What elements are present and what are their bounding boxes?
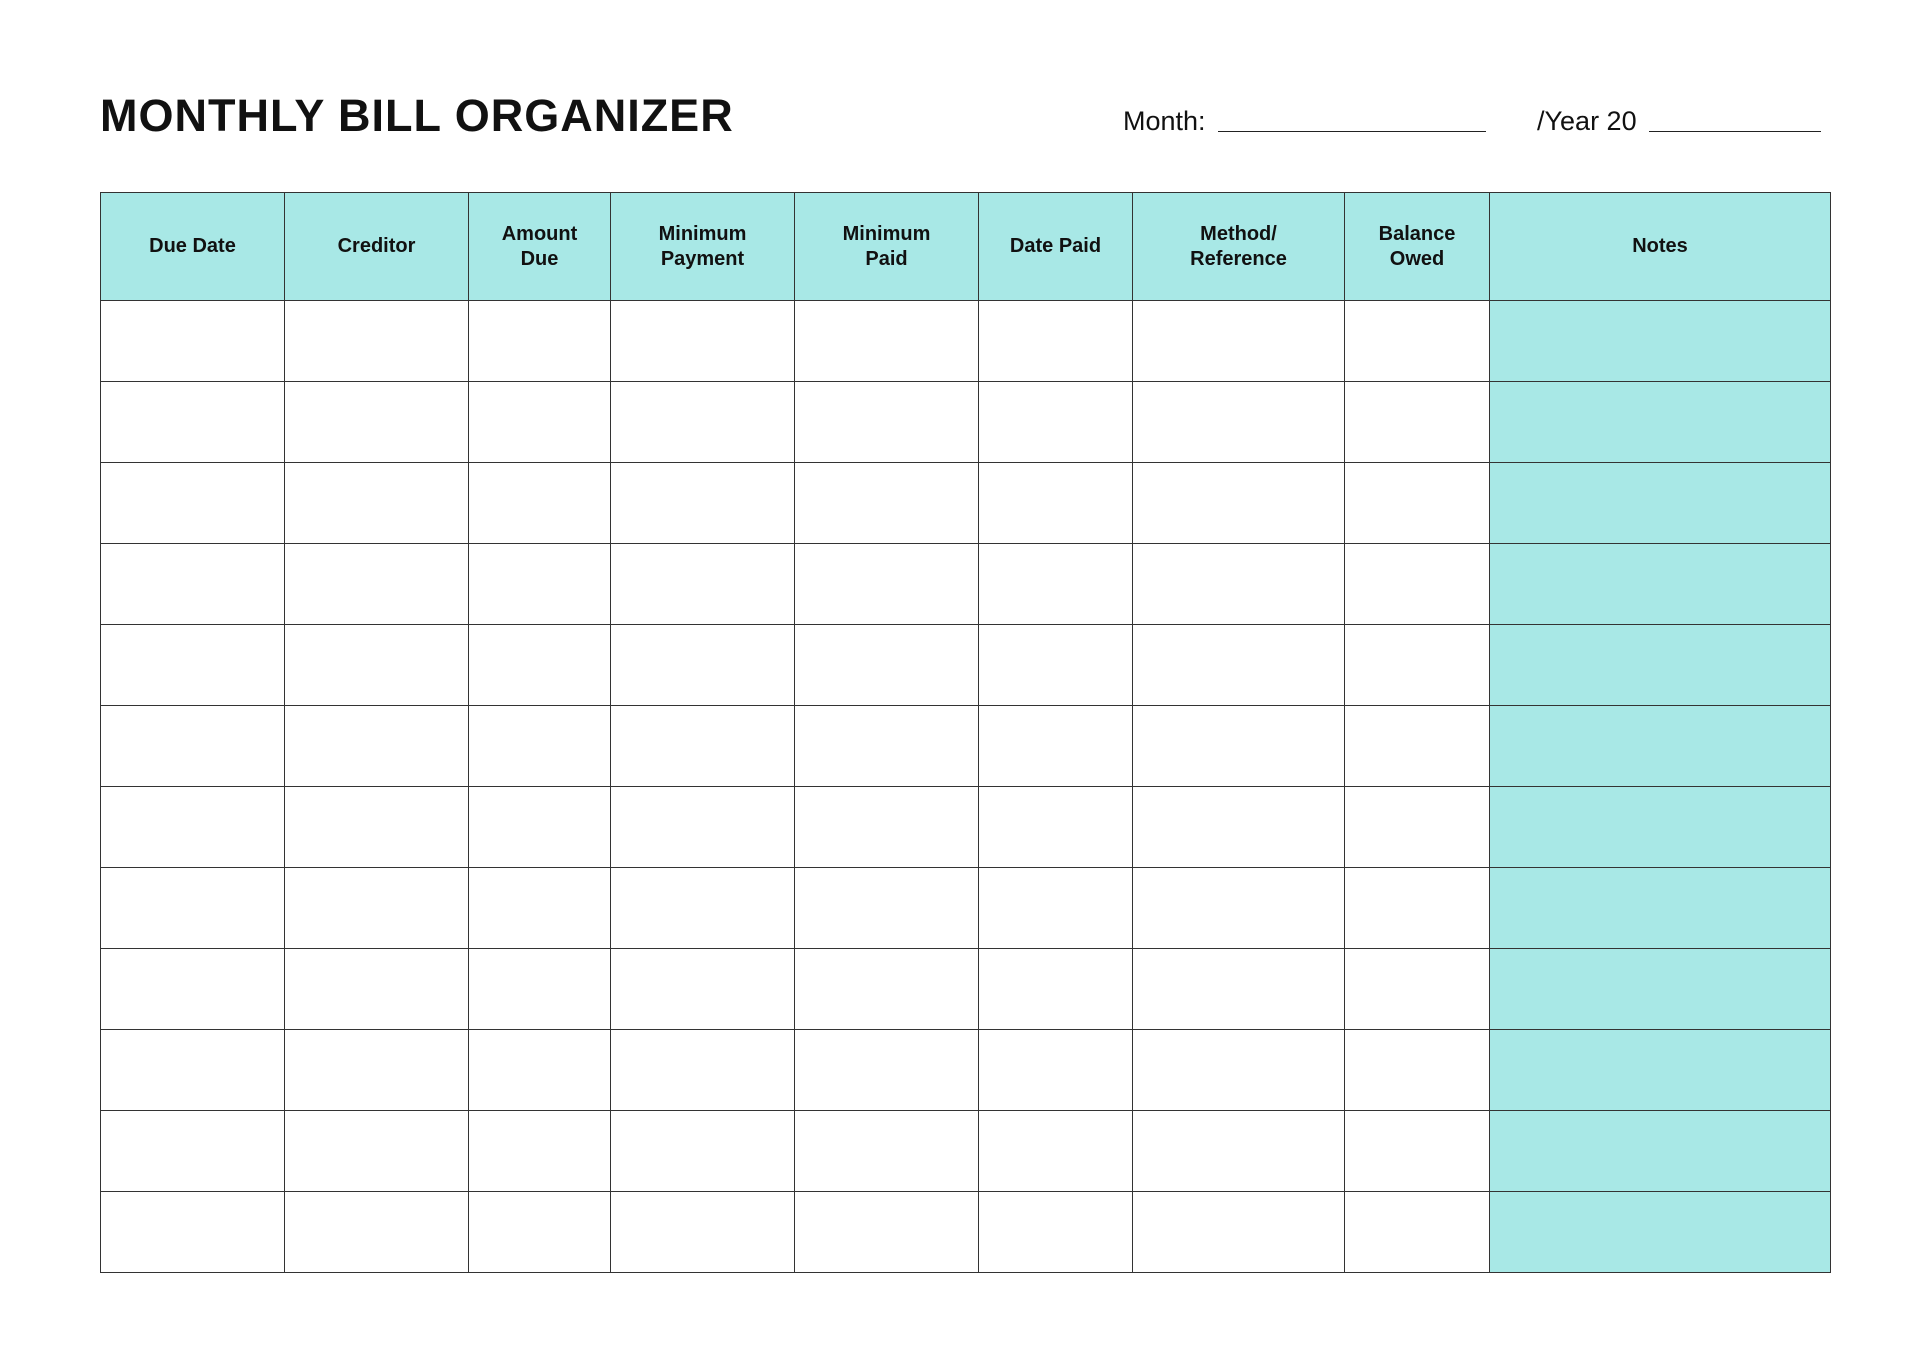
method-reference-cell[interactable] (1133, 1192, 1345, 1273)
balance-owed-cell[interactable] (1345, 463, 1490, 544)
minimum-payment-cell[interactable] (611, 544, 795, 625)
balance-owed-cell[interactable] (1345, 382, 1490, 463)
balance-owed-cell[interactable] (1345, 1030, 1490, 1111)
date-paid-cell[interactable] (979, 544, 1133, 625)
notes-cell[interactable] (1490, 949, 1831, 1030)
date-paid-cell[interactable] (979, 787, 1133, 868)
minimum-payment-cell[interactable] (611, 625, 795, 706)
date-paid-cell[interactable] (979, 1111, 1133, 1192)
method-reference-cell[interactable] (1133, 1030, 1345, 1111)
balance-owed-cell[interactable] (1345, 868, 1490, 949)
due-date-cell[interactable] (101, 301, 285, 382)
minimum-paid-cell[interactable] (795, 868, 979, 949)
amount-due-cell[interactable] (469, 382, 611, 463)
amount-due-cell[interactable] (469, 949, 611, 1030)
method-reference-cell[interactable] (1133, 463, 1345, 544)
creditor-cell[interactable] (285, 382, 469, 463)
due-date-cell[interactable] (101, 868, 285, 949)
minimum-payment-cell[interactable] (611, 301, 795, 382)
balance-owed-cell[interactable] (1345, 1111, 1490, 1192)
amount-due-cell[interactable] (469, 787, 611, 868)
amount-due-cell[interactable] (469, 1030, 611, 1111)
minimum-paid-cell[interactable] (795, 544, 979, 625)
minimum-paid-cell[interactable] (795, 1111, 979, 1192)
minimum-payment-cell[interactable] (611, 1111, 795, 1192)
table-row (101, 463, 1831, 544)
header-row (101, 193, 1831, 301)
year-label: /Year 20 (1537, 106, 1637, 136)
col-header-creditor: Creditor (285, 193, 469, 301)
year-blank-line[interactable] (1649, 130, 1821, 132)
table-row (101, 1030, 1831, 1111)
table-row (101, 868, 1831, 949)
month-label: Month: (1123, 106, 1206, 136)
amount-due-cell[interactable] (469, 625, 611, 706)
notes-cell[interactable] (1490, 1111, 1831, 1192)
minimum-paid-cell[interactable] (795, 706, 979, 787)
table-row (101, 706, 1831, 787)
method-reference-cell[interactable] (1133, 544, 1345, 625)
minimum-paid-cell[interactable] (795, 382, 979, 463)
balance-owed-cell[interactable] (1345, 949, 1490, 1030)
minimum-paid-cell[interactable] (795, 1192, 979, 1273)
month-blank-line[interactable] (1218, 130, 1486, 132)
notes-cell[interactable] (1490, 301, 1831, 382)
table-row (101, 1111, 1831, 1192)
col-header-method-reference: Method/ Reference (1133, 193, 1345, 301)
minimum-paid-cell[interactable] (795, 463, 979, 544)
page-title: MONTHLY BILL ORGANIZER (100, 90, 734, 141)
table-row (101, 787, 1831, 868)
method-reference-cell[interactable] (1133, 949, 1345, 1030)
minimum-paid-cell[interactable] (795, 625, 979, 706)
due-date-cell[interactable] (101, 544, 285, 625)
table-row (101, 1192, 1831, 1273)
notes-cell[interactable] (1490, 868, 1831, 949)
creditor-cell[interactable] (285, 949, 469, 1030)
col-header-notes: Notes (1490, 193, 1831, 301)
date-paid-cell[interactable] (979, 463, 1133, 544)
method-reference-cell[interactable] (1133, 625, 1345, 706)
amount-due-cell[interactable] (469, 544, 611, 625)
year-field[interactable] (1537, 104, 1821, 138)
method-reference-cell[interactable] (1133, 787, 1345, 868)
due-date-cell[interactable] (101, 706, 285, 787)
amount-due-cell[interactable] (469, 463, 611, 544)
balance-owed-cell[interactable] (1345, 1192, 1490, 1273)
due-date-cell[interactable] (101, 787, 285, 868)
method-reference-cell[interactable] (1133, 382, 1345, 463)
notes-cell[interactable] (1490, 1192, 1831, 1273)
due-date-cell[interactable] (101, 463, 285, 544)
date-paid-cell[interactable] (979, 1192, 1133, 1273)
creditor-cell[interactable] (285, 1030, 469, 1111)
notes-cell[interactable] (1490, 382, 1831, 463)
amount-due-cell[interactable] (469, 1111, 611, 1192)
month-field[interactable] (1123, 104, 1486, 138)
amount-due-cell[interactable] (469, 301, 611, 382)
notes-cell[interactable] (1490, 625, 1831, 706)
method-reference-cell[interactable] (1133, 706, 1345, 787)
minimum-payment-cell[interactable] (611, 463, 795, 544)
minimum-paid-cell[interactable] (795, 301, 979, 382)
minimum-payment-cell[interactable] (611, 706, 795, 787)
date-paid-cell[interactable] (979, 382, 1133, 463)
col-header-minimum-payment: Minimum Payment (611, 193, 795, 301)
due-date-cell[interactable] (101, 1192, 285, 1273)
amount-due-cell[interactable] (469, 868, 611, 949)
due-date-cell[interactable] (101, 625, 285, 706)
creditor-cell[interactable] (285, 706, 469, 787)
due-date-cell[interactable] (101, 382, 285, 463)
col-header-balance-owed: Balance Owed (1345, 193, 1490, 301)
col-header-date-paid: Date Paid (979, 193, 1133, 301)
notes-cell[interactable] (1490, 463, 1831, 544)
minimum-paid-cell[interactable] (795, 787, 979, 868)
method-reference-cell[interactable] (1133, 868, 1345, 949)
date-paid-cell[interactable] (979, 706, 1133, 787)
col-header-minimum-paid: Minimum Paid (795, 193, 979, 301)
balance-owed-cell[interactable] (1345, 625, 1490, 706)
date-paid-cell[interactable] (979, 868, 1133, 949)
table-row (101, 544, 1831, 625)
minimum-payment-cell[interactable] (611, 868, 795, 949)
due-date-cell[interactable] (101, 1111, 285, 1192)
minimum-payment-cell[interactable] (611, 787, 795, 868)
amount-due-cell[interactable] (469, 1192, 611, 1273)
creditor-cell[interactable] (285, 625, 469, 706)
table-body (101, 301, 1831, 1273)
table-row (101, 625, 1831, 706)
bill-table (100, 192, 1831, 1273)
col-header-amount-due: Amount Due (469, 193, 611, 301)
date-paid-cell[interactable] (979, 949, 1133, 1030)
minimum-payment-cell[interactable] (611, 382, 795, 463)
balance-owed-cell[interactable] (1345, 544, 1490, 625)
minimum-paid-cell[interactable] (795, 1030, 979, 1111)
date-paid-cell[interactable] (979, 1030, 1133, 1111)
creditor-cell[interactable] (285, 868, 469, 949)
minimum-payment-cell[interactable] (611, 949, 795, 1030)
due-date-cell[interactable] (101, 949, 285, 1030)
creditor-cell[interactable] (285, 463, 469, 544)
balance-owed-cell[interactable] (1345, 787, 1490, 868)
table-row (101, 949, 1831, 1030)
minimum-paid-cell[interactable] (795, 949, 979, 1030)
col-header-due-date: Due Date (101, 193, 285, 301)
creditor-cell[interactable] (285, 1111, 469, 1192)
balance-owed-cell[interactable] (1345, 301, 1490, 382)
notes-cell[interactable] (1490, 544, 1831, 625)
balance-owed-cell[interactable] (1345, 706, 1490, 787)
minimum-payment-cell[interactable] (611, 1192, 795, 1273)
method-reference-cell[interactable] (1133, 301, 1345, 382)
minimum-payment-cell[interactable] (611, 1030, 795, 1111)
creditor-cell[interactable] (285, 1192, 469, 1273)
table-row (101, 301, 1831, 382)
due-date-cell[interactable] (101, 1030, 285, 1111)
amount-due-cell[interactable] (469, 706, 611, 787)
creditor-cell[interactable] (285, 787, 469, 868)
date-paid-cell[interactable] (979, 625, 1133, 706)
date-paid-cell[interactable] (979, 301, 1133, 382)
creditor-cell[interactable] (285, 301, 469, 382)
notes-cell[interactable] (1490, 706, 1831, 787)
creditor-cell[interactable] (285, 544, 469, 625)
table-row (101, 382, 1831, 463)
notes-cell[interactable] (1490, 787, 1831, 868)
method-reference-cell[interactable] (1133, 1111, 1345, 1192)
notes-cell[interactable] (1490, 1030, 1831, 1111)
